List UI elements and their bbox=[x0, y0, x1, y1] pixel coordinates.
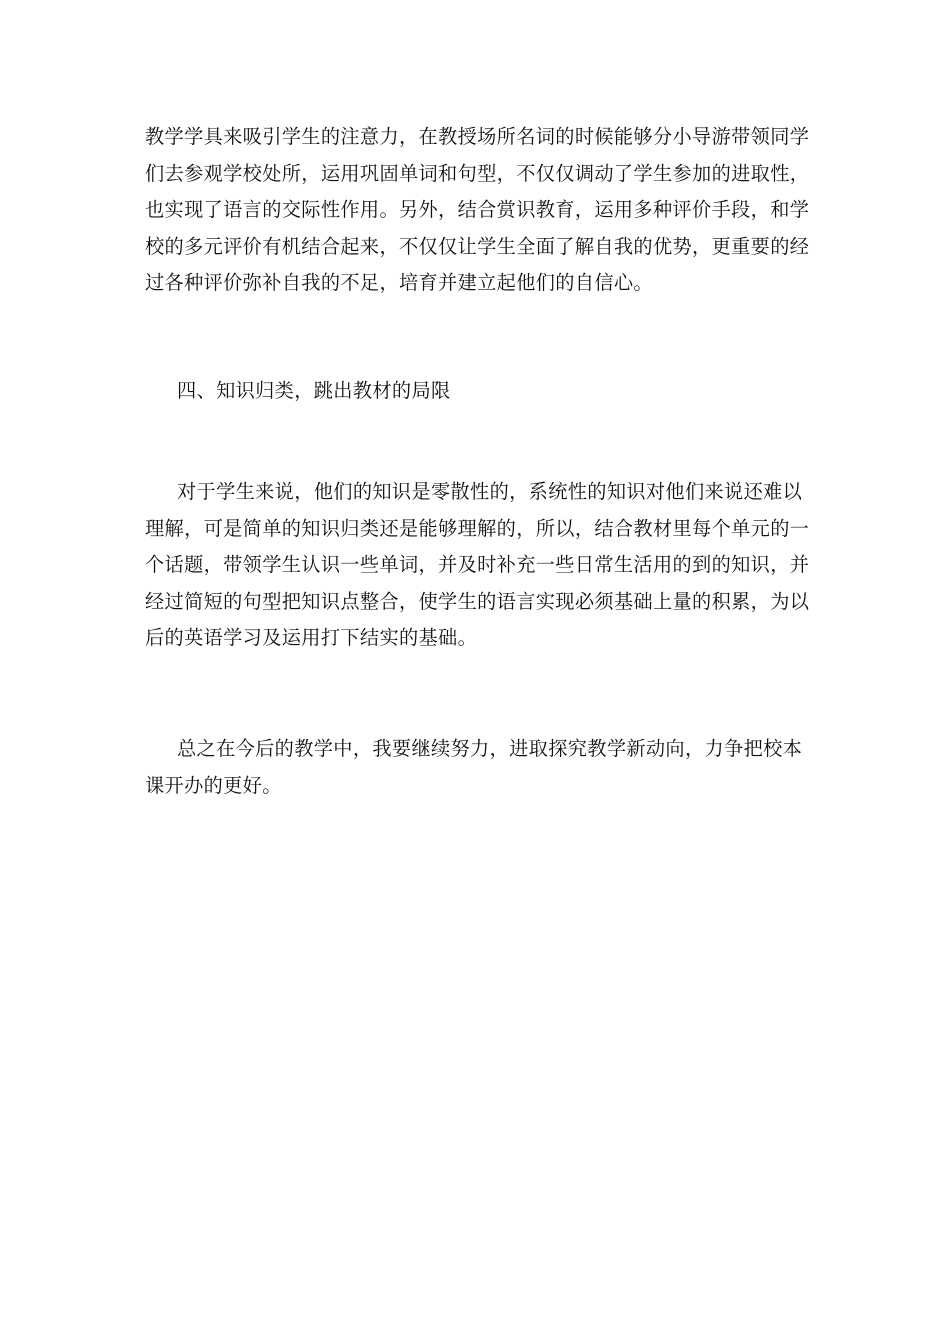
body-paragraph-2: 对于学生来说，他们的知识是零散性的，系统性的知识对他们来说还难以理解，可是简单的知识归类还是能够理解的，所以，结合教材里每个单元的一个话题，带领学生认识一些单词，并及时补充一些日常生活用的到的知识，并经过简短的句型把知识点整合，使学生的语言实现必须基础上量的积累，为以后的英语学习及运用打下结实的基础。 bbox=[145, 480, 810, 650]
body-paragraph-3: 总之在今后的教学中，我要继续努力，进取探究教学新动向，力争把校本课开办的更好。 bbox=[145, 737, 803, 797]
body-paragraph-1: 教学学具来吸引学生的注意力，在教授场所名词的时候能够分小导游带领同学们去参观学校处所，运用巩固单词和句型，不仅仅调动了学生参加的进取性，也实现了语言的交际性作用。另外，结合赏识教育，运用多种评价手段，和学校的多元评价有机结合起来，不仅仅让学生全面了解自我的优势，更重要的经过各种评价弥补自我的不足，培育并建立起他们的自信心。 bbox=[145, 125, 810, 295]
section-heading-4: 四、知识归类，跳出教材的局限 bbox=[177, 379, 451, 402]
